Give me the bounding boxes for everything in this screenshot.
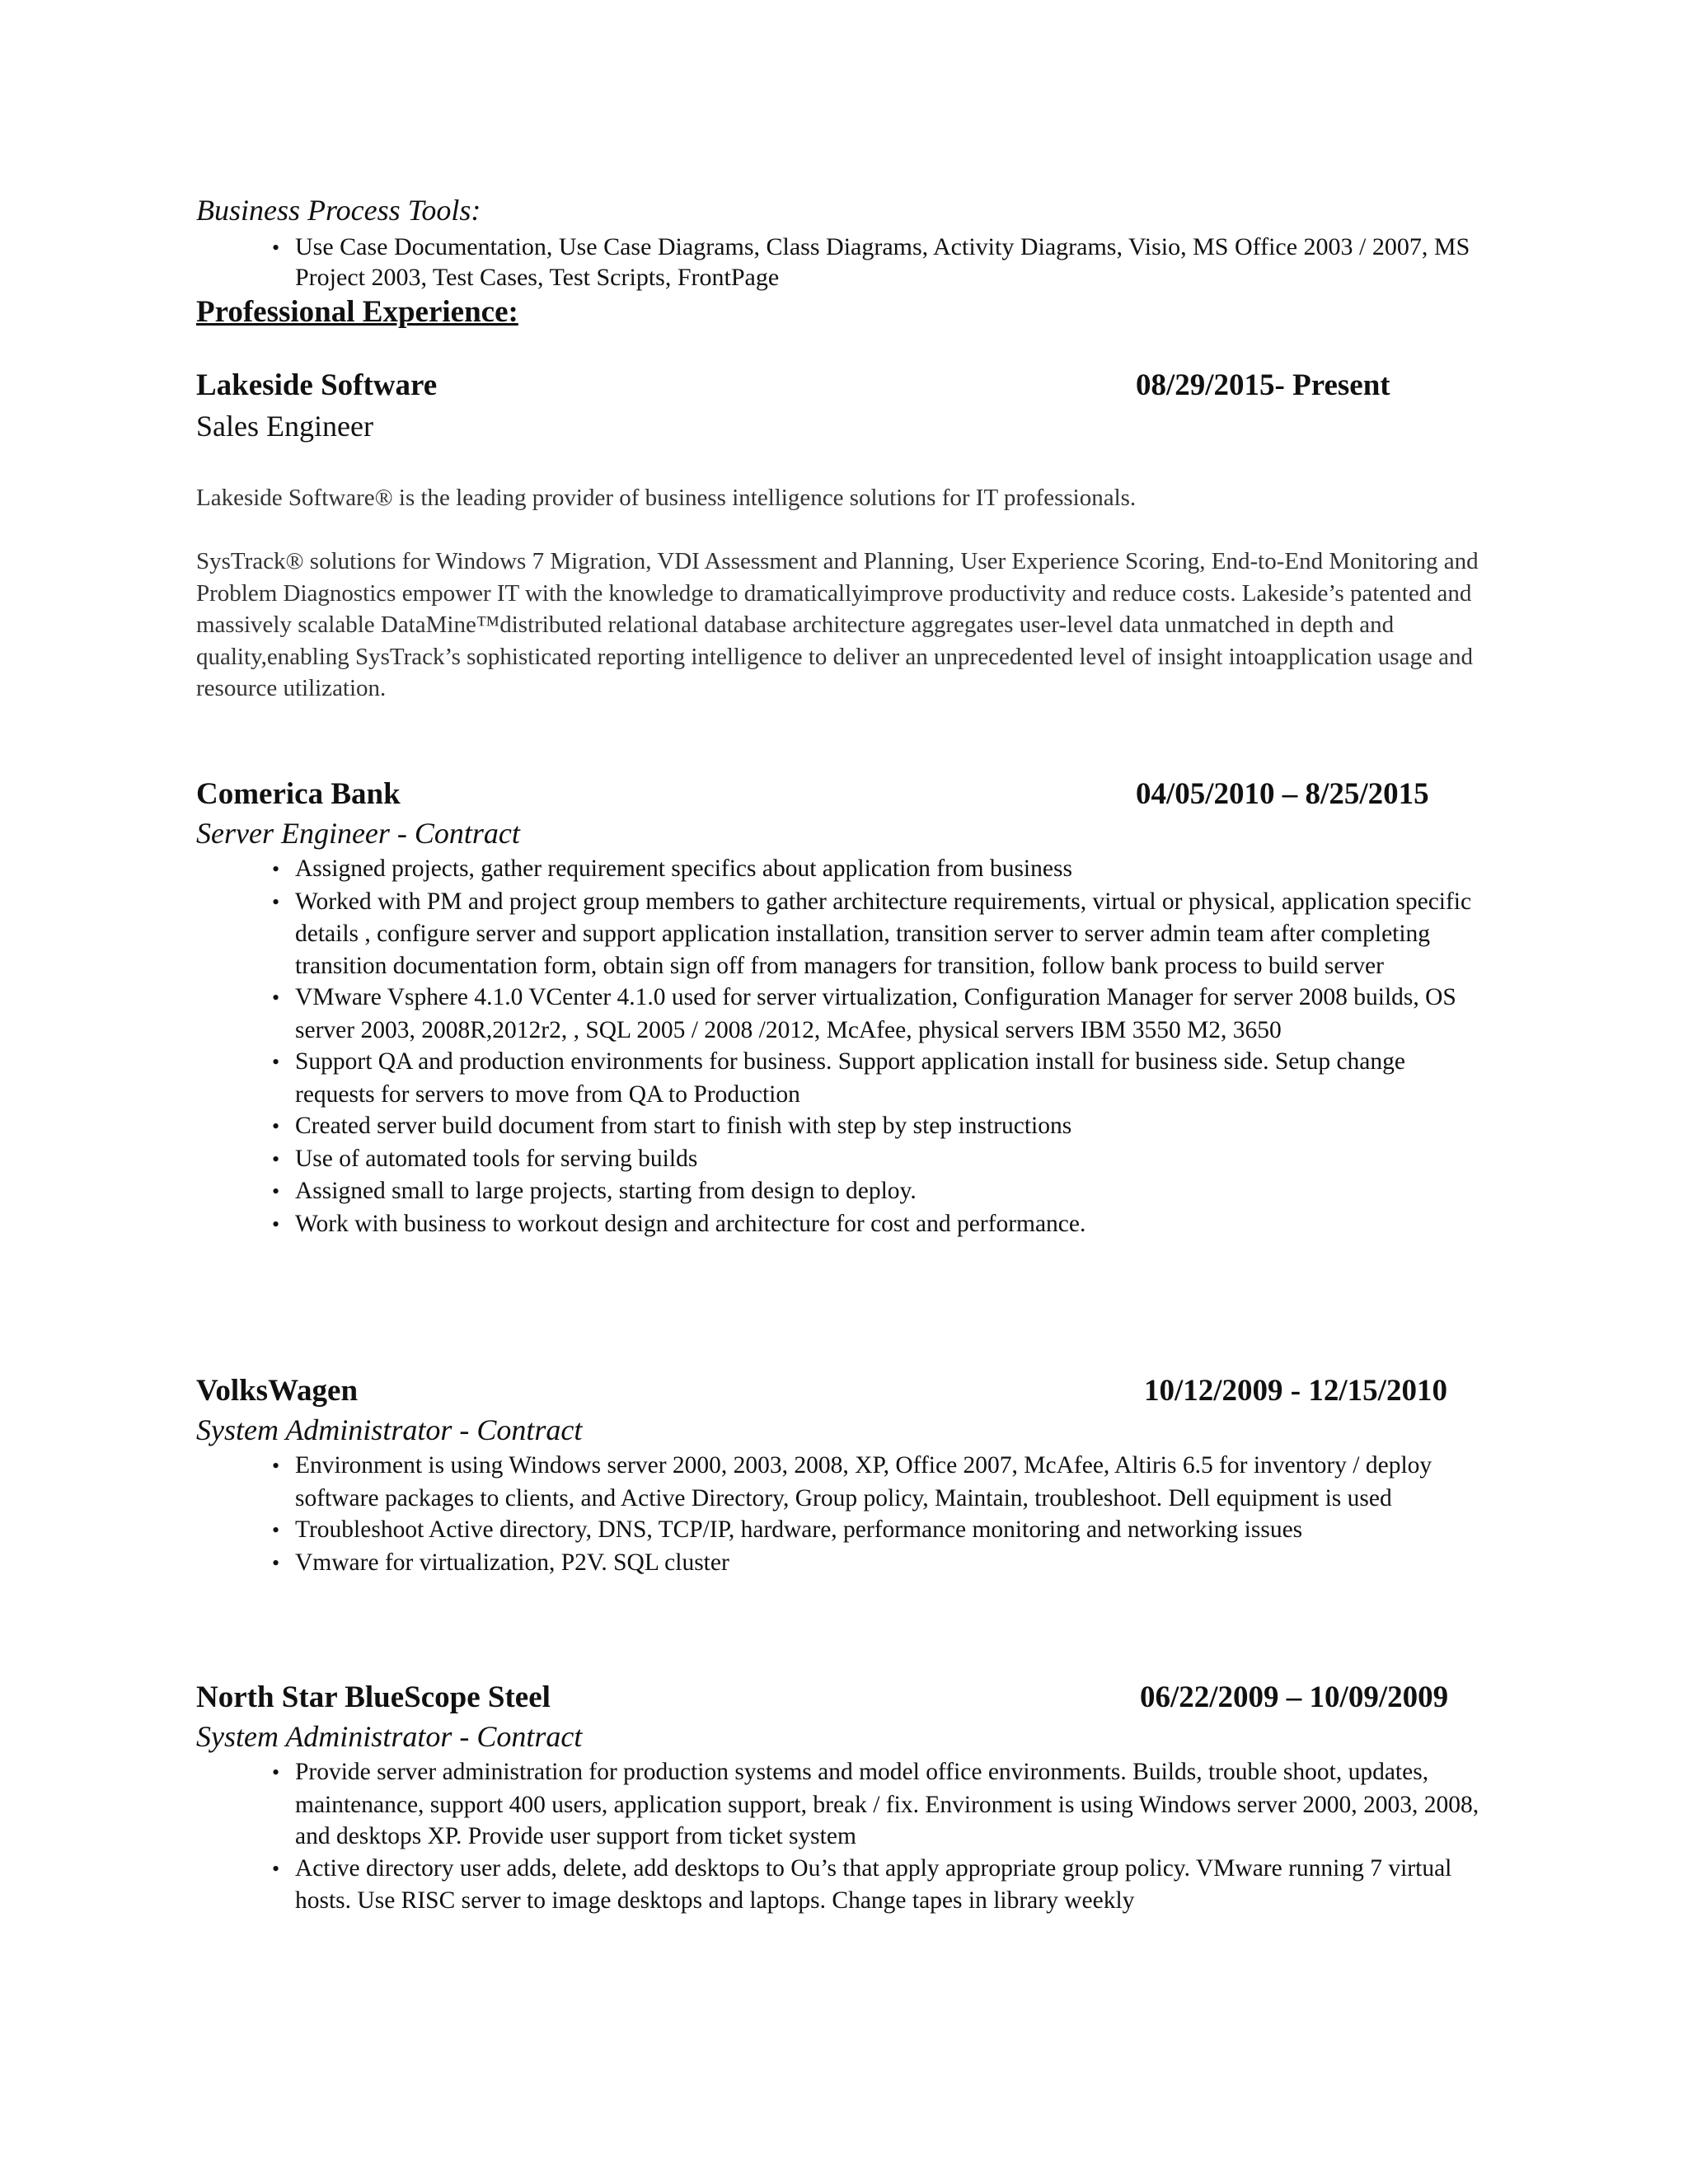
bullet-icon: •: [272, 1179, 280, 1203]
list-item: • Created server build document from start to finish with step by step instructions: [272, 1110, 1484, 1143]
bullet-icon: •: [272, 1146, 280, 1171]
job-bullets: [272, 853, 1484, 1240]
list-item: • Vmware for virtualization, P2V. SQL cluster: [272, 1547, 1484, 1580]
bullet-icon: •: [272, 1212, 280, 1236]
list-item: • Use of automated tools for serving builds: [272, 1143, 1484, 1176]
list-item: • Active directory user adds, delete, add desktops to Ou’s that apply appropriate group policy. VMware running 7 virtual hosts. Use RISC server to image desktops and laptops. Change tapes in library weekly: [272, 1854, 1452, 1914]
list-item: • VMware Vsphere 4.1.0 VCenter 4.1.0 used for server virtualization, Configuration Manager for server 2008 builds, OS server 2003, 2008R,2012r2, , SQL 2005 / 2008 /2012, McAfee, physical servers IBM 3550 M2, 3650: [272, 984, 1456, 1043]
job-role: System Administrator - Contract: [196, 1413, 583, 1446]
bullet-icon: •: [272, 889, 280, 914]
list-item: • Provide server administration for production systems and model office environments. Builds, trouble shoot, updates, maintenance, support 400 users, application support, break / fix. Environment is using Windows server 2000, 2003, 2008, and desktops XP. Provide user support from ticket system: [272, 1759, 1479, 1849]
company-name: Lakeside Software: [196, 368, 438, 402]
bullet-icon: •: [272, 986, 280, 1010]
list-item: • Troubleshoot Active directory, DNS, TCP/IP, hardware, performance monitoring and networking issues: [272, 1514, 1484, 1547]
tools-list: [272, 232, 1475, 293]
bullet-icon: •: [272, 1760, 280, 1784]
list-item: • Work with business to workout design and architecture for cost and performance.: [272, 1208, 1484, 1241]
job-paragraph: Lakeside Software® is the leading provider of business intelligence solutions for IT professionals.: [196, 485, 1137, 511]
bullet-icon: •: [272, 1550, 280, 1575]
list-item: • Support QA and production environments for business. Support application install for business side. Setup change requests for servers to move from QA to Production: [272, 1048, 1405, 1108]
list-item: • Assigned projects, gather requirement specifics about application from business: [272, 853, 1484, 886]
job-dates: 06/22/2009 – 10/09/2009: [1140, 1680, 1449, 1714]
company-name: Comerica Bank: [196, 777, 401, 811]
list-item: • Use Case Documentation, Use Case Diagrams, Class Diagrams, Activity Diagrams, Visio, MS Office 2003 / 2007, MS Project 2003, Test Cases, Test Scripts, FrontPage: [272, 233, 1470, 291]
bullet-icon: •: [272, 1114, 280, 1138]
bullet-icon: •: [272, 236, 280, 260]
bullet-icon: •: [272, 1454, 280, 1478]
job-dates: 10/12/2009 - 12/15/2010: [1144, 1374, 1447, 1408]
job-role: Server Engineer - Contract: [196, 817, 520, 850]
bullet-icon: •: [272, 1856, 280, 1881]
list-item: • Environment is using Windows server 2000, 2003, 2008, XP, Office 2007, McAfee, Altiris 6.5 for inventory / deploy software packages to clients, and Active Directory, Group policy, Maintain, troubleshoot. Dell equipment is used: [272, 1452, 1432, 1511]
company-name: North Star BlueScope Steel: [196, 1680, 551, 1714]
bullet-icon: •: [272, 1050, 280, 1074]
bullet-icon: •: [272, 1518, 280, 1542]
bullet-icon: •: [272, 857, 280, 881]
job-role: Sales Engineer: [196, 410, 373, 443]
job-bullets: [272, 1756, 1484, 1917]
job-dates: 08/29/2015- Present: [1136, 368, 1390, 402]
list-item: • Worked with PM and project group members to gather architecture requirements, virtual or physical, application specific details , configure server and support application installation, transition server to server admin team after completing transition documentation form, obtain sign off from managers for transition, follow bank process to build server: [272, 888, 1472, 979]
job-dates: 04/05/2010 – 8/25/2015: [1136, 777, 1429, 811]
section-heading-experience: Professional Experience:: [196, 295, 518, 329]
job-role: System Administrator - Contract: [196, 1720, 583, 1753]
company-name: VolksWagen: [196, 1374, 359, 1408]
tools-heading: Business Process Tools:: [196, 194, 481, 227]
list-item: • Assigned small to large projects, starting from design to deploy.: [272, 1175, 1484, 1208]
job-bullets: [272, 1450, 1484, 1579]
job-paragraph: SysTrack® solutions for Windows 7 Migration, VDI Assessment and Planning, User Experience Scoring, End-to-End Monitoring and Problem Diagnostics empower IT with the knowledge to dramaticallyimprove productivity and reduce costs. Lakeside’s patented and massively scalable DataMine™distributed relational database architecture aggregates user-level data unmatched in depth and quality,enabling SysTrack’s sophisticated reporting intelligence to deliver an unprecedented level of insight intoapplication usage and resource utilization.: [196, 548, 1479, 701]
